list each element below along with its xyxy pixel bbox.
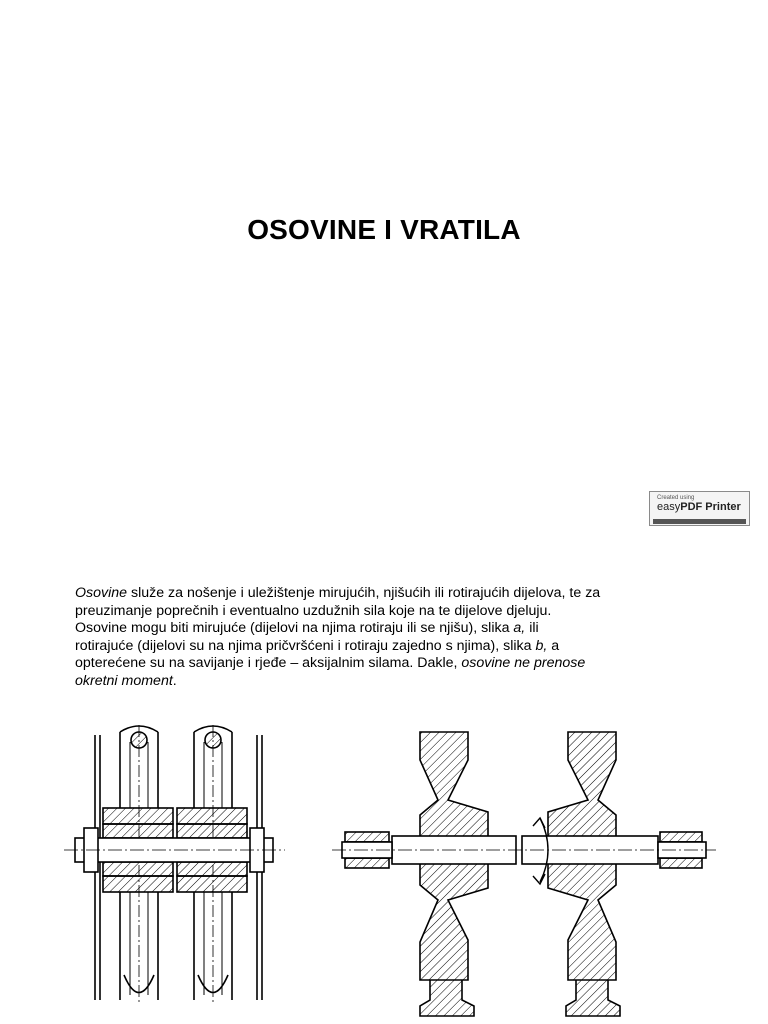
axle-drawings <box>0 720 768 1024</box>
badge-brand: easyPDF Printer <box>657 501 741 513</box>
badge-created-label: Created using <box>657 495 695 501</box>
intro-paragraph: Osovine služe za nošenje i uležištenje mirujućih, njišućih ili rotirajućih dijelova, te za preuzimanje poprečnih i eventualno uzdužnih sila koje na te dijelove djeluju. Osovine mogu biti mirujuće (dijelovi na njima rotiraju ili se njišu), slika a, ili rotirajuće (dijelovi su na njima pričvršćeni i rotiraju zajedno s njima), slika b, a opterećene su na savijanje i rjeđe – aksijalnim silama. Dakle, osovine ne prenose okretni moment. <box>75 585 601 689</box>
rotating-axle-drawing <box>332 732 716 1016</box>
page-title: OSOVINE I VRATILA <box>247 214 521 245</box>
stationary-axle-drawing <box>64 725 285 1005</box>
easypdf-badge[interactable] <box>649 491 750 526</box>
badge-link-bar[interactable] <box>653 519 746 524</box>
